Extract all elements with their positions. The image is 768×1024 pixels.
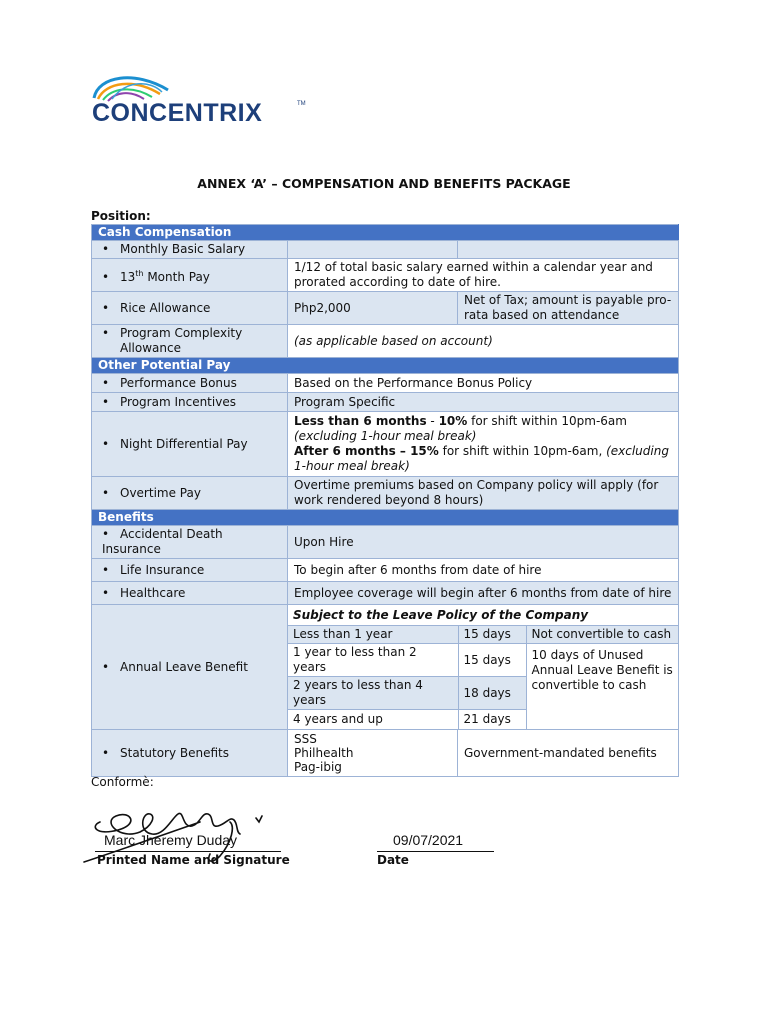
row-label: • Accidental Death Insurance [92,526,288,559]
row-value [288,730,458,777]
leave-heading-row [288,605,679,626]
section-header-other [92,358,679,374]
table-row [92,241,679,259]
date-value: 09/07/2021 [393,832,464,848]
row-label: • Life Insurance [92,559,288,582]
row-label: • Performance Bonus [92,374,288,393]
night-diff-tier-2: After 6 months – 15% for shift within 10pm-6am, (excluding 1-hour meal break) [294,444,669,473]
leave-tenure: 4 years and up [288,710,458,730]
leave-convertible-note: 10 days of Unused Annual Leave Benefit is convertible to cash [526,644,679,730]
leave-table [288,605,679,729]
row-value: (as applicable based on account) [288,325,679,358]
table-row [92,526,679,559]
logo-wordmark: CONCENTRIX [92,99,263,127]
row-value: Employee coverage will begin after 6 months from date of hire [288,582,679,605]
leave-heading: Subject to the Leave Policy of the Company [288,605,679,626]
date-label: Date [377,853,409,867]
row-value: To begin after 6 months from date of hire [288,559,679,582]
bullet-icon: • [102,436,110,451]
leave-tier-row [288,644,679,677]
row-label: • Overtime Pay [92,477,288,510]
row-note: Government-mandated benefits [458,730,679,777]
leave-tenure: Less than 1 year [288,626,458,644]
position-label: Position: [91,209,151,223]
row-value [288,241,458,259]
table-row [92,393,679,412]
leave-note: Not convertible to cash [526,626,679,644]
bullet-icon: • [102,527,110,541]
bullet-icon: • [102,242,110,256]
row-note: Net of Tax; amount is payable pro-rata based on attendance [458,292,679,325]
compensation-table [91,224,679,777]
bullet-icon: • [102,485,110,500]
row-label: • Program Incentives [92,393,288,412]
conforme-label: Conformè: [91,775,154,789]
printed-name-label: Printed Name and Signature [97,853,290,867]
page-title: ANNEX ‘A’ – COMPENSATION AND BENEFITS PACKAGE [197,176,571,191]
company-logo [90,68,310,128]
bullet-icon: • [102,745,110,760]
table-row [92,582,679,605]
statutory-item: Pag-ibig [294,760,342,774]
row-label: • 13th Month Pay [92,259,288,292]
row-label: • Healthcare [92,582,288,605]
table-row [92,325,679,358]
row-value: Program Specific [288,393,679,412]
table-row [92,412,679,477]
leave-days: 21 days [458,710,526,730]
leave-days: 15 days [458,626,526,644]
row-value [288,412,679,477]
leave-benefit-cell [288,605,679,730]
bullet-icon: • [102,585,110,600]
row-label: • Monthly Basic Salary [92,241,288,259]
bullet-icon: • [102,269,110,284]
statutory-item: SSS [294,732,317,746]
row-value: Php2,000 [288,292,458,325]
night-diff-tier-1: Less than 6 months - 10% for shift within 10pm-6am (excluding 1-hour meal break) [294,414,627,443]
row-label: • Rice Allowance [92,292,288,325]
logo-trademark: TM [297,101,306,107]
table-row [92,559,679,582]
section-title: Other Potential Pay [98,358,231,372]
table-row [92,605,679,730]
bullet-icon: • [102,394,110,409]
row-label: • Statutory Benefits [92,730,288,777]
bullet-icon: • [102,326,110,340]
row-note [458,241,679,259]
section-title: Cash Compensation [98,225,232,239]
statutory-item: Philhealth [294,746,354,760]
row-label: • Program Complexity Allowance [92,325,288,358]
section-header-benefits [92,510,679,526]
printed-name: Marc Jheremy Duday [104,832,238,848]
bullet-icon: • [102,659,110,674]
date-line [377,851,494,852]
bullet-icon: • [102,375,110,390]
leave-tenure: 2 years to less than 4 years [288,677,458,710]
row-value: Upon Hire [288,526,679,559]
table-row [92,259,679,292]
leave-tier-row [288,626,679,644]
section-title: Benefits [98,510,154,524]
leave-days: 18 days [458,677,526,710]
row-value: Based on the Performance Bonus Policy [288,374,679,393]
leave-days: 15 days [458,644,526,677]
row-value: Overtime premiums based on Company policy will apply (for work rendered beyond 8 hours) [288,477,679,510]
bullet-icon: • [102,300,110,315]
row-label: • Night Differential Pay [92,412,288,477]
row-label: • Annual Leave Benefit [92,605,288,730]
signature-line [95,851,281,852]
row-value: 1/12 of total basic salary earned within a calendar year and prorated according to date of hire. [288,259,679,292]
bullet-icon: • [102,562,110,577]
leave-tenure: 1 year to less than 2 years [288,644,458,677]
section-header-cash [92,225,679,241]
table-row [92,374,679,393]
table-row [92,292,679,325]
table-row [92,477,679,510]
table-row [92,730,679,777]
